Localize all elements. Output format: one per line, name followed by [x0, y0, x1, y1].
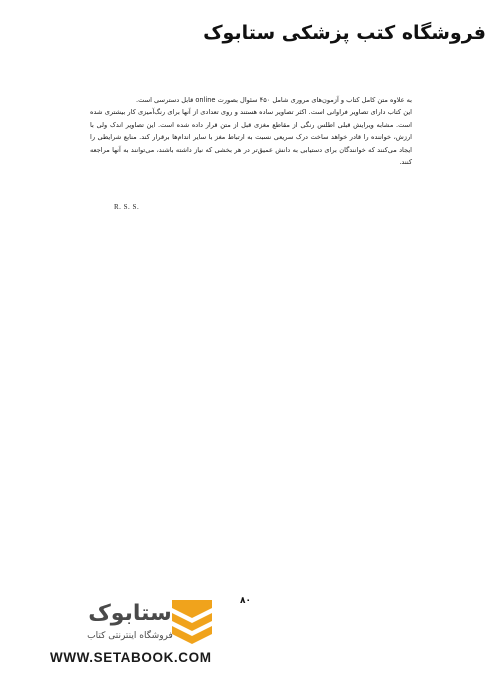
- paragraph: به علاوه متن کامل کتاب و آزمون‌های مروری شامل ۴۵۰ سئوال بصورت online قابل دسترسی است.: [136, 96, 412, 104]
- page-title: فروشگاه کتب پزشکی ستابوک: [203, 22, 486, 44]
- chevron-emblem-icon: [172, 600, 212, 644]
- preface-text: [90, 94, 412, 168]
- paragraph: این کتاب دارای تصاویر فراوانی است. اکثر تصاویر ساده هستند و روی تعدادی از آنها برای رنگ‌آمیزی کار بیشتری شده است. مشابه ویرایش قبلی اطلس رنگی از مقاطع مغزی قبل از متن قرار داده شده است. این تصاویر اندک ولی با ارزش، خواننده را قادر خواهد ساخت درک سریعی نسبت به ارتباط مغز با سایر اندام‌ها برقرار کند. منابع شرایطی را ایجاد می‌کنند که خوانندگان برای دستیابی به دانش عمیق‌تر در هر بخشی که نیاز داشته باشند، می‌توانند به آنها مراجعه کنند.: [90, 108, 412, 167]
- logo-tagline: فروشگاه اینترنتی کتاب: [87, 631, 173, 641]
- setabook-logo: [36, 596, 216, 644]
- website-url[interactable]: WWW.SETABOOK.COM: [50, 650, 212, 665]
- page-number: ۸۰: [240, 596, 251, 606]
- logo-wordmark: ستابوک: [88, 601, 172, 626]
- logo-graphic: [36, 596, 216, 644]
- author-signature: R. S. S.: [114, 203, 140, 211]
